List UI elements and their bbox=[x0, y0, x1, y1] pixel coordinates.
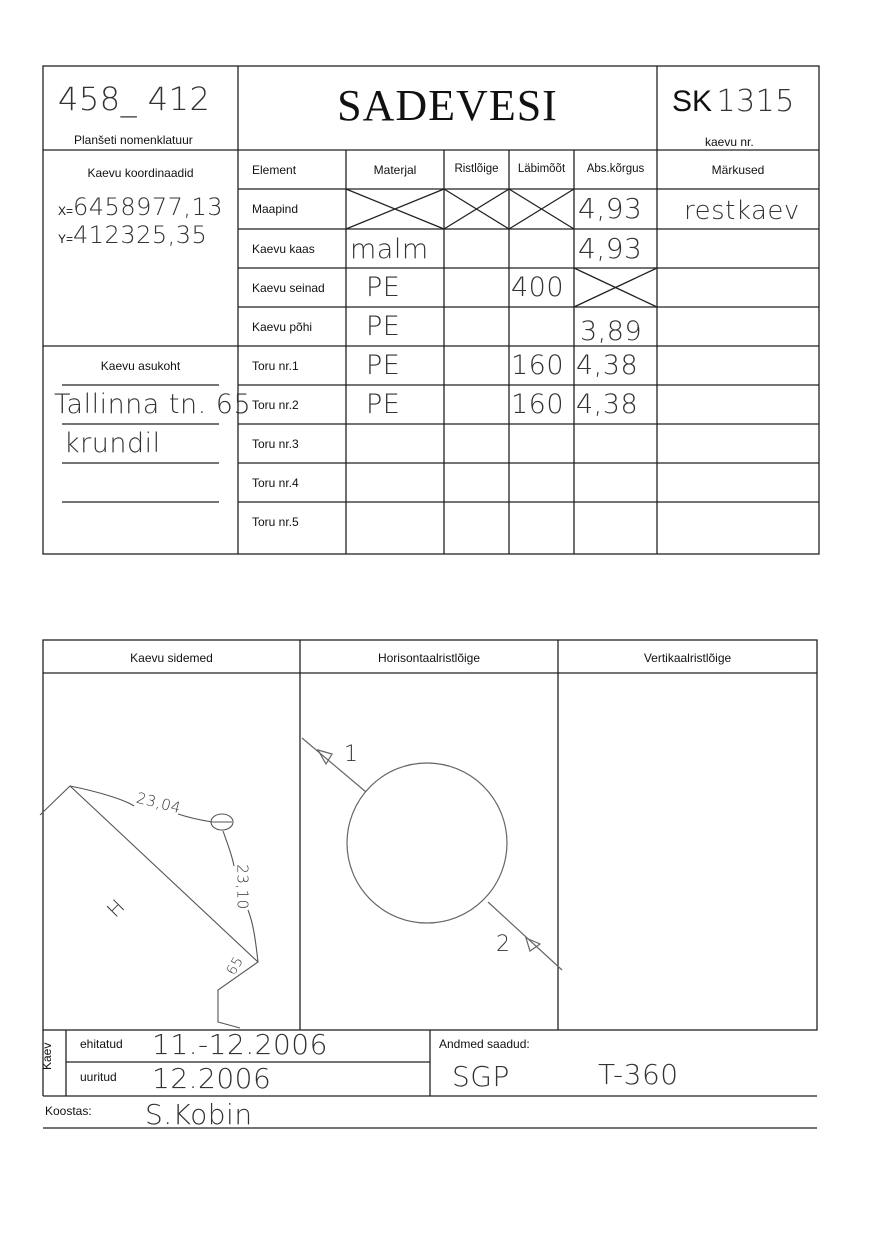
table-row-element: Maapind bbox=[252, 202, 299, 216]
col-header-abs: Abs.kõrgus bbox=[586, 163, 645, 175]
page-title: SADEVESI bbox=[337, 81, 558, 130]
well-prefix: SK bbox=[672, 85, 713, 118]
built-label: ehitatud bbox=[80, 1037, 123, 1051]
table-row-element: Toru nr.5 bbox=[252, 515, 299, 529]
ties-sketch bbox=[40, 786, 258, 1028]
pipe-2-label: 2 bbox=[496, 932, 511, 957]
coordinate-x-prefix: X= bbox=[58, 204, 74, 218]
coordinate-y bbox=[58, 221, 207, 249]
col-header-element: Element bbox=[252, 163, 297, 177]
data-received-label: Andmed saadud: bbox=[439, 1037, 530, 1051]
table-row-diameter: 160 bbox=[511, 350, 565, 381]
horizontal-section bbox=[302, 738, 562, 970]
table-row-abs: 4,38 bbox=[576, 350, 639, 381]
ties-title: Kaevu sidemed bbox=[130, 651, 213, 665]
table-row-diameter: 160 bbox=[511, 389, 565, 420]
col-header-diameter: Läbimõõt bbox=[517, 163, 566, 175]
col-header-notes: Märkused bbox=[711, 163, 765, 177]
data-code: T-360 bbox=[598, 1058, 679, 1091]
coordinates-label: Kaevu koordinaadid bbox=[87, 166, 194, 180]
table-row-element: Kaevu põhi bbox=[252, 320, 313, 334]
location-line2: krundil bbox=[64, 428, 161, 459]
table-row-element: Toru nr.2 bbox=[252, 398, 299, 412]
data-source: SGP bbox=[452, 1060, 510, 1093]
table-row-element: Toru nr.4 bbox=[252, 476, 299, 490]
table-row-notes: restkaev bbox=[684, 196, 800, 226]
kaev-label: Kaev bbox=[40, 1042, 54, 1070]
coordinate-x-value: 6458977,13 bbox=[73, 193, 224, 221]
well-number: 1315 bbox=[716, 84, 795, 119]
table-row-element: Kaevu seinad bbox=[252, 281, 325, 295]
table-row-element: Kaevu kaas bbox=[252, 242, 315, 256]
author-value: S.Kobin bbox=[145, 1098, 253, 1131]
tie-dimension-3: 65 bbox=[223, 953, 248, 979]
well-number-field bbox=[672, 84, 795, 119]
well-number-label: kaevu nr. bbox=[705, 135, 754, 149]
table-row-abs: 4,93 bbox=[578, 192, 643, 225]
coordinate-y-prefix: Y= bbox=[58, 232, 74, 246]
built-value: 11.-12.2006 bbox=[152, 1028, 328, 1061]
building-mark: H bbox=[101, 894, 130, 922]
vertical-section-title: Vertikaalristlõige bbox=[643, 651, 732, 665]
col-header-material: Materjal bbox=[373, 163, 417, 177]
table-row-abs: 3,89 bbox=[580, 316, 643, 347]
surveyed-label: uuritud bbox=[80, 1070, 117, 1084]
pipe-1-label: 1 bbox=[344, 742, 359, 767]
nomenclature-value: 458_ 412 bbox=[58, 80, 211, 118]
table-row-material: PE bbox=[366, 272, 401, 303]
table-row-diameter: 400 bbox=[511, 272, 565, 303]
location-label: Kaevu asukoht bbox=[100, 359, 181, 373]
table-row-abs: 4,93 bbox=[578, 232, 643, 265]
horizontal-section-title: Horisontaalristlõige bbox=[377, 651, 481, 665]
author-label: Koostas: bbox=[45, 1104, 92, 1118]
table-row-material: malm bbox=[350, 234, 429, 265]
table-row-abs: 4,38 bbox=[576, 389, 639, 420]
location-line1: Tallinna tn. 65 bbox=[54, 389, 252, 420]
coordinate-x bbox=[58, 193, 223, 221]
col-header-cross: Ristlõige bbox=[454, 163, 499, 175]
table-row-material: PE bbox=[366, 350, 401, 381]
table-row-material: PE bbox=[366, 311, 401, 342]
tie-dimension-2: 23,10 bbox=[233, 864, 252, 910]
table-row-element: Toru nr.1 bbox=[252, 359, 299, 373]
tie-dimension-1: 23,04 bbox=[134, 788, 183, 818]
coordinate-y-value: 412325,35 bbox=[73, 221, 208, 249]
table-row-element: Toru nr.3 bbox=[252, 437, 299, 451]
table-row-material: PE bbox=[366, 389, 401, 420]
surveyed-value: 12.2006 bbox=[152, 1062, 272, 1095]
nomenclature-label: Planšeti nomenklatuur bbox=[74, 133, 193, 147]
